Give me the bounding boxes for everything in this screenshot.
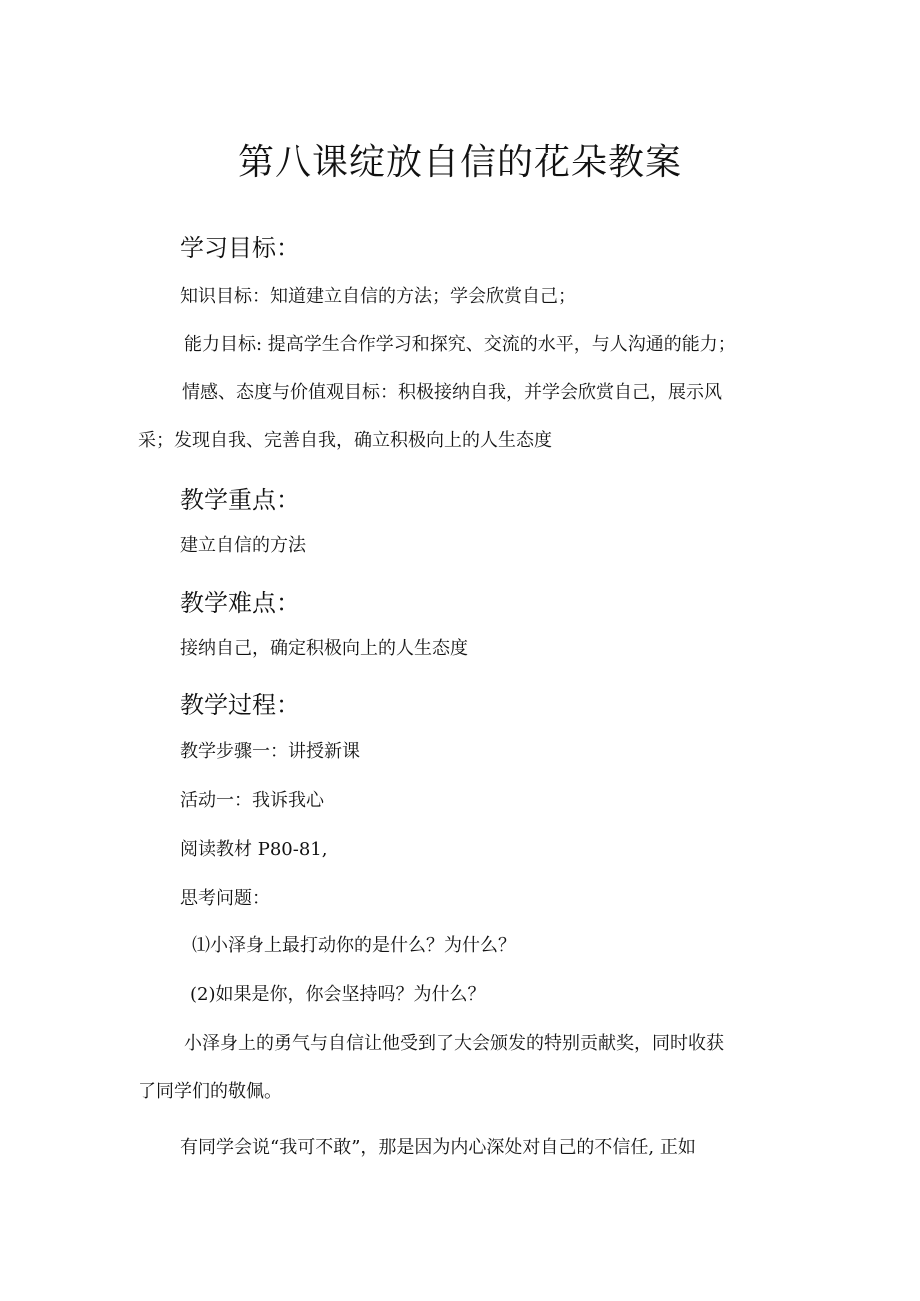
paragraph-1-line2: 了同学们的敬佩。 — [138, 1081, 282, 1102]
key-point: 建立自信的方法 — [180, 535, 306, 556]
paragraph-1-line1: 小泽身上的勇气与自信让他受到了大会颁发的特别贡献奖，同时收获 — [184, 1033, 724, 1054]
emotion-goal-line2: 采；发现自我、完善自我，确立积极向上的人生态度 — [138, 430, 552, 451]
activity-one: 活动一：我诉我心 — [180, 790, 324, 811]
paragraph-2-line1: 有同学会说“我可不敢”，那是因为内心深处对自己的不信任, 正如 — [180, 1137, 696, 1158]
questions-label: 思考问题： — [180, 888, 270, 909]
difficulty-point: 接纳自己，确定积极向上的人生态度 — [180, 638, 468, 659]
reading-assignment: 阅读教材 P80-81, — [180, 839, 328, 860]
process-heading: 教学过程： — [180, 691, 300, 719]
question-2: (2)如果是你，你会坚持吗？为什么？ — [190, 984, 486, 1005]
goals-heading: 学习目标： — [180, 234, 300, 262]
question-1: ⑴小泽身上最打动你的是什么？为什么？ — [192, 935, 516, 956]
step-one: 教学步骤一：讲授新课 — [180, 741, 360, 762]
difficulty-heading: 教学难点： — [180, 589, 300, 617]
key-heading: 教学重点： — [180, 486, 300, 514]
document-title: 第八课绽放自信的花朵教案 — [237, 142, 682, 183]
ability-goal: 能力目标: 提高学生合作学习和探究、交流的水平，与人沟通的能力； — [184, 334, 736, 355]
emotion-goal-line1: 情感、态度与价值观目标：积极接纳自我，并学会欣赏自己，展示风 — [182, 382, 722, 403]
knowledge-goal: 知识目标：知道建立自信的方法；学会欣赏自己； — [180, 286, 576, 307]
